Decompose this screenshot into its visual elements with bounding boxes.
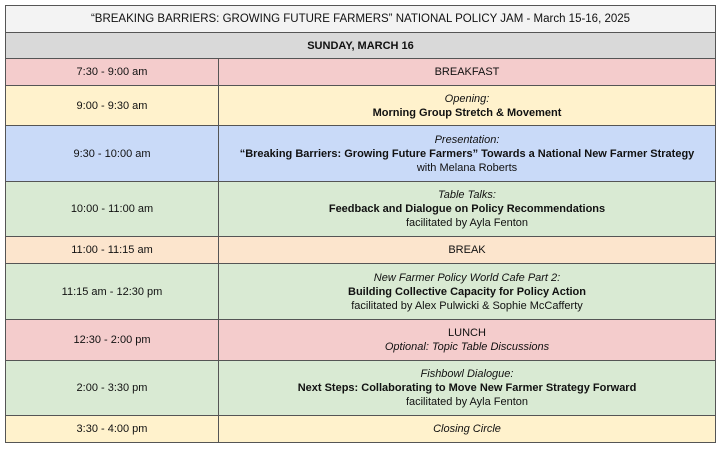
time-cell: 11:15 am - 12:30 pm	[6, 264, 219, 320]
time-cell: 2:00 - 3:30 pm	[6, 361, 219, 416]
activity-cell	[219, 182, 716, 237]
activity-label: Fishbowl Dialogue:	[420, 368, 514, 380]
activity-title: Next Steps: Collaborating to Move New Farmer Strategy Forward	[297, 382, 637, 394]
time-cell: 7:30 - 9:00 am	[6, 59, 219, 86]
activity-label: Table Talks:	[438, 189, 496, 201]
event-title: “BREAKING BARRIERS: GROWING FUTURE FARMERS” NATIONAL POLICY JAM - March 15-16, 2025	[6, 6, 716, 33]
activity-detail: LUNCH	[448, 327, 486, 339]
activity-label: Opening:	[444, 92, 490, 105]
schedule-row	[6, 361, 716, 416]
activity-detail: BREAK	[448, 244, 486, 256]
activity-label: Closing Circle	[433, 423, 501, 435]
activity-label: Optional: Topic Table Discussions	[384, 341, 550, 353]
agenda-sheet	[5, 5, 715, 443]
schedule-row	[6, 86, 716, 126]
activity-detail: BREAKFAST	[434, 66, 500, 78]
schedule-row	[6, 264, 716, 320]
schedule-row	[6, 320, 716, 361]
activity-detail: facilitated by Alex Pulwicki & Sophie McCafferty	[351, 299, 583, 312]
activity-cell	[219, 320, 716, 361]
time-cell: 11:00 - 11:15 am	[6, 237, 219, 264]
activity-detail: facilitated by Ayla Fenton	[405, 217, 529, 229]
activity-cell	[219, 416, 716, 443]
agenda-table	[5, 5, 716, 443]
schedule-row	[6, 126, 716, 182]
activity-title: Feedback and Dialogue on Policy Recommendations	[328, 203, 606, 215]
schedule-row	[6, 182, 716, 237]
activity-cell	[219, 361, 716, 416]
activity-detail: facilitated by Ayla Fenton	[405, 396, 529, 408]
day-heading: SUNDAY, MARCH 16	[6, 33, 716, 59]
time-cell: 9:30 - 10:00 am	[6, 126, 219, 182]
day-row	[6, 33, 716, 59]
schedule-row	[6, 237, 716, 264]
activity-cell	[219, 237, 716, 264]
activity-title: Building Collective Capacity for Policy Action	[348, 285, 586, 298]
schedule-row	[6, 416, 716, 443]
activity-label: Presentation:	[434, 133, 500, 146]
activity-detail: with Melana Roberts	[416, 161, 518, 174]
activity-title: “Breaking Barriers: Growing Future Farmers” Towards a National New Farmer Strategy	[239, 147, 695, 160]
time-cell: 12:30 - 2:00 pm	[6, 320, 219, 361]
time-cell: 3:30 - 4:00 pm	[6, 416, 219, 443]
title-row	[6, 6, 716, 33]
time-cell: 9:00 - 9:30 am	[6, 86, 219, 126]
schedule-row	[6, 59, 716, 86]
activity-label: New Farmer Policy World Cafe Part 2:	[373, 271, 561, 284]
time-cell: 10:00 - 11:00 am	[6, 182, 219, 237]
activity-cell	[219, 126, 716, 182]
activity-cell	[219, 264, 716, 320]
activity-cell	[219, 59, 716, 86]
activity-title: Morning Group Stretch & Movement	[372, 106, 562, 119]
activity-cell	[219, 86, 716, 126]
